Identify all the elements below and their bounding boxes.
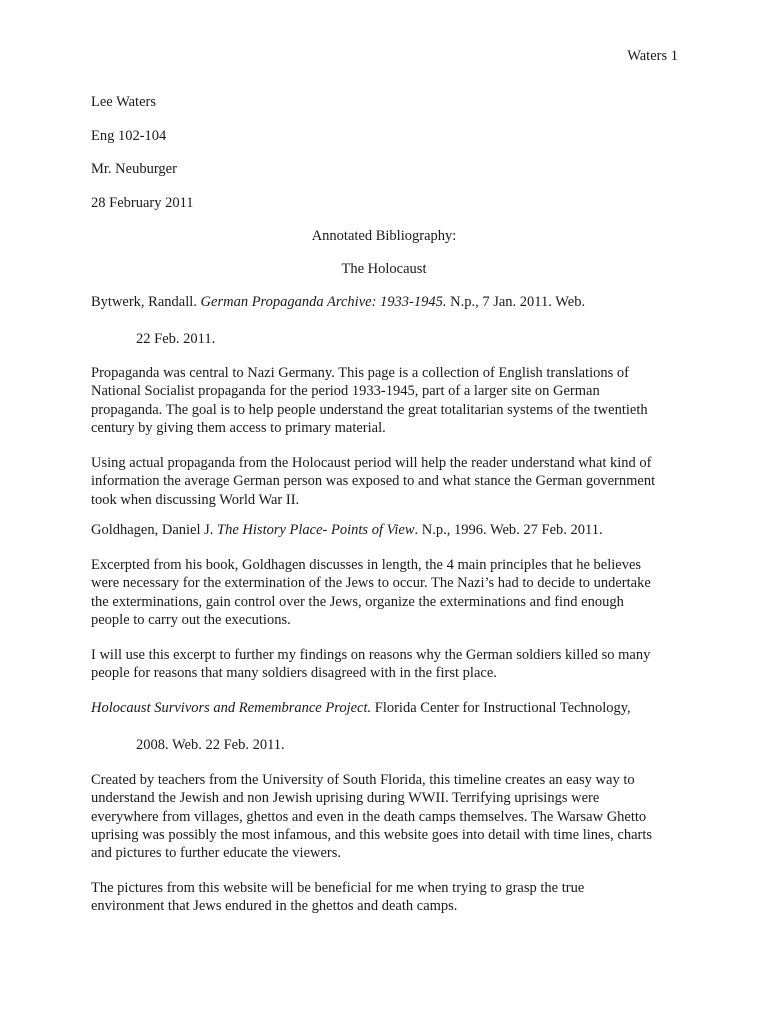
- text-line: The pictures from this website will be beneficial for me when trying to grasp the true: [91, 880, 585, 896]
- text-line: Created by teachers from the University of South Florida, this timeline creates an easy way to: [91, 772, 635, 788]
- citation-entry-3: [91, 700, 631, 717]
- citation-title: German Propaganda Archive: 1933-1945.: [200, 294, 447, 310]
- text-line: I will use this excerpt to further my findings on reasons why the German soldiers killed so many: [91, 647, 651, 663]
- citation-author: Goldhagen, Daniel J.: [91, 522, 218, 538]
- text-line: Excerpted from his book, Goldhagen discusses in length, the 4 main principles that he believes: [91, 557, 642, 573]
- text-line: Using actual propaganda from the Holocaust period will help the reader understand what kind of: [91, 455, 652, 471]
- author-name: Lee Waters: [91, 94, 156, 110]
- text-line: information the average German person was exposed to and what stance the German government: [91, 473, 656, 490]
- text-line: National Socialist propaganda for the period 1933-1945, part of a larger site on German: [91, 383, 600, 400]
- document-date: 28 February 2011: [91, 195, 194, 211]
- citation-details: Florida Center for Instructional Technology,: [371, 700, 631, 716]
- annotation-summary-1: [91, 364, 691, 437]
- citation-title: The History Place- Points of View: [217, 522, 415, 538]
- text-line: uprising was possibly the most infamous, and this website goes into detail with time lines, charts: [91, 826, 653, 843]
- text-line: understand the Jewish and non Jewish uprising during WWII. Terrifying uprisings were: [91, 790, 600, 807]
- citation-continuation: 22 Feb. 2011.: [136, 331, 216, 347]
- text-line: and pictures to further educate the viewers.: [91, 845, 342, 862]
- citation-continuation: 2008. Web. 22 Feb. 2011.: [136, 737, 285, 753]
- instructor-name: Mr. Neuburger: [91, 161, 177, 177]
- annotation-use-2: [91, 646, 691, 683]
- text-line: century by giving them access to primary material.: [91, 419, 386, 436]
- annotation-use-3: [91, 879, 691, 916]
- text-line: the exterminations, gain control over the Jews, organize the exterminations and find enough: [91, 593, 624, 610]
- document-title: Annotated Bibliography:: [311, 228, 457, 244]
- text-line: environment that Jews endured in the ghettos and death camps.: [91, 898, 458, 915]
- text-line: were necessary for the extermination of the Jews to occur. The Nazi’s had to decide to undertake: [91, 575, 651, 592]
- text-line: propaganda. The goal is to help people understand the great totalitarian systems of the twentieth: [91, 401, 648, 418]
- citation-details: N.p., 7 Jan. 2011. Web.: [446, 294, 586, 310]
- text-line: people for reasons that many soldiers disagreed with in the first place.: [91, 665, 497, 682]
- text-line: took when discussing World War II.: [91, 491, 300, 508]
- page-header-label: Waters 1: [627, 48, 678, 64]
- citation-author: Bytwerk, Randall.: [91, 294, 201, 310]
- document-subtitle: The Holocaust: [341, 261, 427, 277]
- citation-entry-2: [91, 522, 603, 539]
- annotation-summary-3: [91, 771, 691, 862]
- citation-title: Holocaust Survivors and Remembrance Project.: [91, 700, 372, 716]
- text-line: everywhere from villages, ghettos and even in the death camps themselves. The Warsaw Ghetto: [91, 808, 647, 825]
- text-line: Propaganda was central to Nazi Germany. This page is a collection of English translations of: [91, 365, 629, 381]
- citation-details: . N.p., 1996. Web. 27 Feb. 2011.: [414, 522, 603, 538]
- citation-entry-1: [91, 294, 585, 311]
- text-line: people to carry out the executions.: [91, 611, 291, 628]
- course-code: Eng 102-104: [91, 128, 167, 144]
- annotation-summary-2: [91, 556, 691, 629]
- annotation-use-1: [91, 454, 691, 509]
